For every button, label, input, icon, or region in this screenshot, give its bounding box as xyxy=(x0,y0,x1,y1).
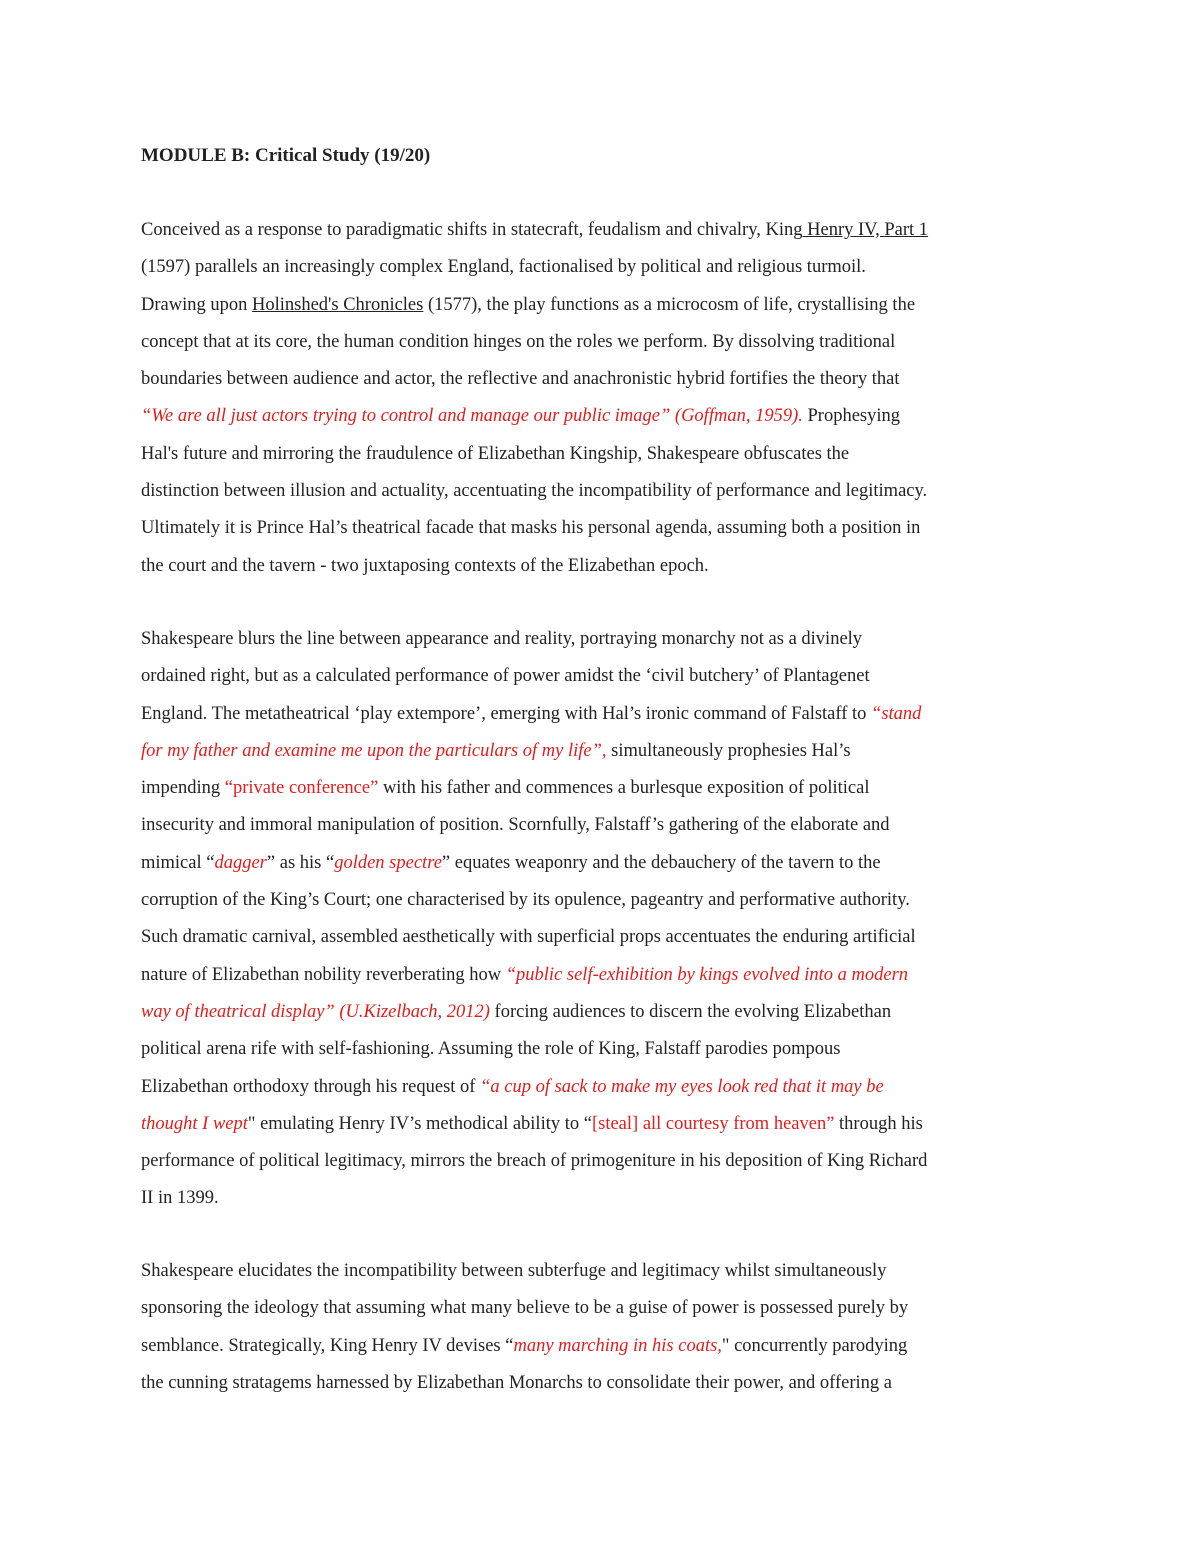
text-line: insecurity and immoral manipulation of position. Scornfully, Falstaff’s gathering of the elaborate and xyxy=(141,815,890,836)
text-run: (1577), the play functions as a microcosm of life, crystallising the xyxy=(423,294,916,315)
text-run: Elizabethan orthodoxy through his request of xyxy=(141,1076,481,1097)
quote: dagger xyxy=(214,852,267,873)
quote: many marching in his coats, xyxy=(513,1335,722,1356)
text-line xyxy=(141,1328,1071,1365)
text-line: Shakespeare blurs the line between appearance and reality, portraying monarchy not as a divinely xyxy=(141,629,863,649)
text-line: the court and the tavern - two juxtaposing contexts of the Elizabethan epoch. xyxy=(141,555,709,576)
text-run: nature of Elizabethan nobility reverberating how xyxy=(141,964,506,985)
text-line xyxy=(141,1069,1071,1106)
text-run: Prophesying xyxy=(802,406,900,427)
quote: way of theatrical display” (U.Kizelbach, 2012) xyxy=(141,1001,490,1022)
text-line: Ultimately it is Prince Hal’s theatrical facade that masks his personal agenda, assuming both a position in xyxy=(141,518,921,539)
text-run: with his father and commences a burlesque exposition of political xyxy=(378,778,870,799)
text-line: distinction between illusion and actuality, accentuating the incompatibility of performance and legitimacy. xyxy=(141,481,928,502)
text-line xyxy=(141,398,1071,435)
text-run: England. The metatheatrical ‘play extempore’, emerging with Hal’s ironic command of Falstaff to xyxy=(141,703,872,724)
text-line xyxy=(141,733,1071,770)
text-line: performance of political legitimacy, mirrors the breach of primogeniture in his deposition of King Richard xyxy=(141,1151,928,1172)
paragraph-2 xyxy=(141,621,1071,1218)
text-run: through his xyxy=(834,1113,923,1134)
paragraph-3 xyxy=(141,1253,1071,1402)
text-line: sponsoring the ideology that assuming what many believe to be a guise of power is possessed purely by xyxy=(141,1298,909,1319)
text-line: (1597) parallels an increasingly complex England, factionalised by political and religious turmoil. xyxy=(141,257,866,278)
text-run: impending xyxy=(141,778,225,799)
quote: [steal] all courtesy from heaven” xyxy=(591,1113,835,1134)
text-run: mimical “ xyxy=(141,852,215,873)
paragraph-1 xyxy=(141,212,1071,585)
play-title: Henry IV, Part 1 xyxy=(802,220,929,240)
text-line: concept that at its core, the human condition hinges on the roles we perform. By dissolving traditional xyxy=(141,331,896,352)
text-run: simultaneously prophesies Hal’s xyxy=(606,740,851,761)
text-run: " emulating Henry IV’s methodical ability to “ xyxy=(247,1113,592,1134)
text-run: Drawing upon xyxy=(141,294,252,315)
quote: “stand xyxy=(871,703,922,724)
quote: for my father and examine me upon the particulars of my life”, xyxy=(141,740,607,761)
text-line xyxy=(141,994,1071,1031)
text-line xyxy=(141,770,1071,807)
text-line: Hal's future and mirroring the fraudulence of Elizabethan Kingship, Shakespeare obfuscates the xyxy=(141,443,850,464)
text-run: semblance. Strategically, King Henry IV devises “ xyxy=(141,1335,514,1356)
text-run: ” as his “ xyxy=(266,852,335,873)
text-run: " concurrently parodying xyxy=(721,1335,908,1356)
text-line: boundaries between audience and actor, the reflective and anachronistic hybrid fortifies the theory that xyxy=(141,369,900,390)
text-line: ordained right, but as a calculated performance of power amidst the ‘civil butchery’ of Plantagenet xyxy=(141,666,870,687)
text-line: II in 1399. xyxy=(141,1188,219,1209)
document-title: MODULE B: Critical Study (19/20) xyxy=(141,145,431,166)
source-title: Holinshed's Chronicles xyxy=(251,294,424,315)
quote: “public self-exhibition by kings evolved into a modern xyxy=(505,964,909,985)
quote: “a cup of sack to make my eyes look red that it may be xyxy=(480,1076,884,1097)
text-line: corruption of the King’s Court; one characterised by its opulence, pageantry and performative authority. xyxy=(141,890,910,911)
text-line xyxy=(141,957,1071,994)
text-line: Such dramatic carnival, assembled aesthetically with superficial props accentuates the enduring artificial xyxy=(141,927,916,948)
quote: “We are all just actors trying to control and manage our public image” (Goffman, 1959). xyxy=(141,406,803,427)
text-line: the cunning stratagems harnessed by Elizabethan Monarchs to consolidate their power, and offering a xyxy=(141,1372,893,1393)
text-line: Shakespeare elucidates the incompatibility between subterfuge and legitimacy whilst simultaneously xyxy=(141,1261,887,1281)
text-line xyxy=(141,212,1071,249)
text-line xyxy=(141,1106,1071,1143)
quote: golden spectre xyxy=(334,852,442,873)
text-line xyxy=(141,696,1071,733)
text-run: ” equates weaponry and the debauchery of the tavern to the xyxy=(441,852,881,873)
text-line: political arena rife with self-fashioning. Assuming the role of King, Falstaff parodies pompous xyxy=(141,1039,841,1060)
text-line xyxy=(141,287,1071,324)
text-run: Conceived as a response to paradigmatic shifts in statecraft, feudalism and chivalry, King xyxy=(141,220,803,240)
quote: “private conference” xyxy=(224,778,379,799)
quote: thought I wept xyxy=(141,1113,248,1134)
text-line xyxy=(141,845,1071,882)
text-run: forcing audiences to discern the evolving Elizabethan xyxy=(489,1001,892,1022)
